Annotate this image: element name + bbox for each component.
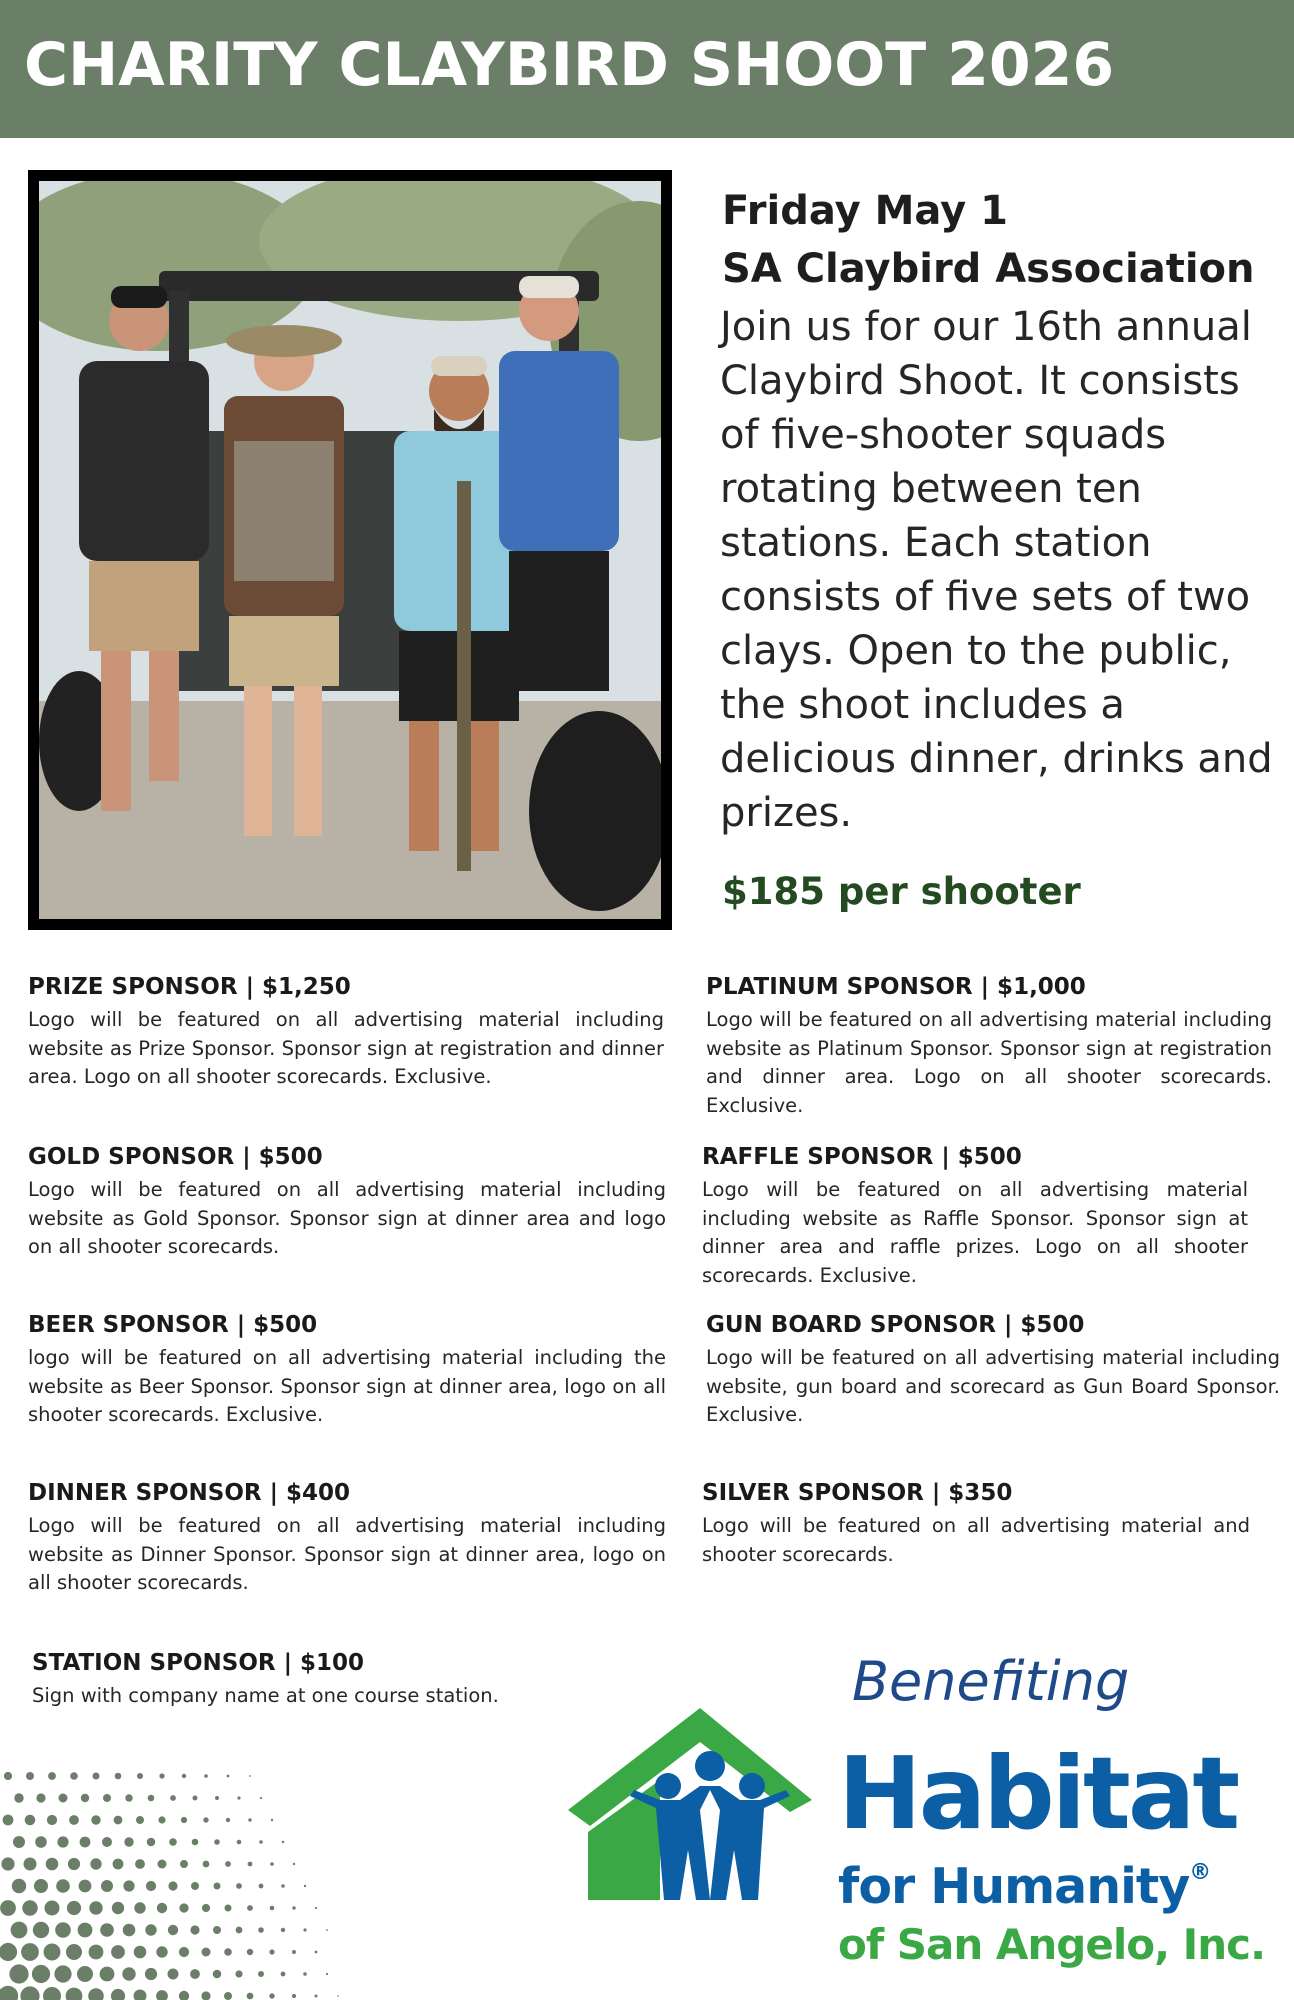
sponsor-prize bbox=[28, 974, 664, 1092]
halftone-dot bbox=[32, 1965, 50, 1983]
halftone-dot bbox=[134, 1946, 147, 1959]
halftone-dot bbox=[248, 1818, 251, 1821]
halftone-dot bbox=[168, 1969, 179, 1980]
halftone-dot bbox=[247, 1993, 254, 2000]
sponsor-description: Logo will be featured on all advertising material and shooter scorecards. bbox=[702, 1514, 1250, 1566]
halftone-dot bbox=[326, 1973, 328, 1975]
event-date: Friday May 1 bbox=[722, 188, 1008, 234]
halftone-dot bbox=[66, 1944, 82, 1960]
halftone-dot bbox=[259, 1884, 264, 1889]
halftone-dot bbox=[237, 1840, 242, 1845]
halftone-dot bbox=[192, 1839, 199, 1846]
halftone-dot bbox=[67, 1901, 81, 1915]
shooters-photo-illustration bbox=[39, 181, 661, 919]
halftone-dot bbox=[1, 1857, 14, 1870]
halftone-dot bbox=[203, 1817, 208, 1822]
halftone-dot bbox=[12, 1879, 26, 1893]
halftone-dot bbox=[213, 1970, 222, 1979]
halftone-dot bbox=[214, 1883, 221, 1890]
halftone-dot bbox=[68, 1858, 80, 1870]
halftone-dot bbox=[123, 1880, 134, 1891]
halftone-dot bbox=[114, 1816, 123, 1825]
sponsor-description: Logo will be featured on all advertising material including website as Platinum Sponsor. Sponsor sign at registration and dinner area. Logo on all shooter scorecards. Exclusive. bbox=[706, 1008, 1272, 1117]
header-banner bbox=[0, 0, 1294, 138]
halftone-dot bbox=[224, 1948, 232, 1956]
halftone-dot bbox=[315, 1995, 318, 1998]
habitat-house-logo bbox=[560, 1700, 820, 1910]
halftone-dot bbox=[3, 1815, 14, 1826]
halftone-dot bbox=[0, 1986, 18, 2000]
halftone-dot bbox=[282, 1841, 284, 1843]
halftone-dot bbox=[236, 1927, 243, 1934]
halftone-dot bbox=[201, 1991, 210, 2000]
halftone-dot bbox=[122, 1967, 135, 1980]
halftone-dot bbox=[179, 1947, 189, 1957]
halftone-dot bbox=[227, 1775, 230, 1778]
halftone-dot bbox=[134, 1902, 145, 1913]
halftone-dot bbox=[90, 1858, 101, 1869]
halftone-dot bbox=[281, 1884, 285, 1888]
halftone-dot bbox=[158, 1816, 165, 1823]
halftone-dot bbox=[77, 1966, 93, 1982]
halftone-dot bbox=[249, 1775, 251, 1777]
page-title: CHARITY CLAYBIRD SHOOT 2026 bbox=[24, 30, 1115, 100]
sponsor-silver bbox=[702, 1480, 1250, 1569]
sponsor-title: BEER SPONSOR | $500 bbox=[28, 1312, 318, 1338]
halftone-dot bbox=[100, 1967, 115, 1982]
halftone-dot bbox=[315, 1951, 318, 1954]
sponsor-title: RAFFLE SPONSOR | $500 bbox=[702, 1144, 1022, 1170]
halftone-dot bbox=[146, 1881, 156, 1891]
halftone-dot bbox=[89, 1901, 102, 1914]
halftone-dot bbox=[34, 1879, 48, 1893]
halftone-dot bbox=[93, 1773, 100, 1780]
halftone-dot bbox=[179, 1903, 188, 1912]
halftone-dot bbox=[190, 1925, 199, 1934]
halftone-dot bbox=[292, 1950, 296, 1954]
halftone-dot bbox=[11, 1922, 28, 1939]
halftone-dot bbox=[226, 1818, 230, 1822]
halftone-dot bbox=[79, 1880, 92, 1893]
halftone-dot bbox=[56, 1879, 70, 1893]
halftone-dot bbox=[55, 1922, 71, 1938]
event-details bbox=[720, 182, 1280, 913]
sponsor-gold bbox=[28, 1144, 666, 1262]
halftone-dot bbox=[292, 1994, 296, 1998]
halftone-dot bbox=[168, 1881, 177, 1890]
halftone-dot bbox=[247, 1905, 253, 1911]
halftone-dot bbox=[260, 1797, 262, 1799]
halftone-dot bbox=[88, 1988, 104, 2000]
halftone-dot bbox=[179, 1991, 189, 2000]
sponsor-description: Logo will be featured on all advertising material including website as Dinner Sponsor. Sponsor sign at dinner area, logo on all shooter scorecards. bbox=[28, 1514, 666, 1594]
halftone-dot bbox=[13, 1836, 25, 1848]
halftone-dot bbox=[89, 1945, 104, 1960]
halftone-dot bbox=[258, 1971, 264, 1977]
halftone-dot bbox=[9, 1964, 28, 1983]
sponsor-title: GUN BOARD SPONSOR | $500 bbox=[706, 1312, 1085, 1338]
halftone-dot bbox=[190, 1969, 200, 1979]
sponsor-platinum bbox=[706, 974, 1272, 1120]
halftone-dot bbox=[191, 1882, 199, 1890]
halftone-dot bbox=[47, 1815, 57, 1825]
halftone-dot bbox=[193, 1796, 198, 1801]
halftone-dot bbox=[180, 1860, 188, 1868]
halftone-dot bbox=[136, 1816, 144, 1824]
halftone-dot bbox=[137, 1773, 143, 1779]
sponsor-description: Logo will be featured on all advertising material including website as Prize Sponsor. Sponsor sign at registration and dinner area. Logo on all shooter scorecards. Exclusive. bbox=[28, 1008, 664, 1088]
halftone-dot bbox=[102, 1837, 112, 1847]
sponsor-description: Logo will be featured on all advertising material including website, gun board and scorecard as Gun Board Sponsor. Exclusive. bbox=[706, 1346, 1280, 1426]
halftone-dot bbox=[66, 1988, 83, 2000]
halftone-dot bbox=[125, 1794, 132, 1801]
halftone-dot bbox=[326, 1929, 328, 1931]
halftone-dot bbox=[33, 1922, 49, 1938]
halftone-dot bbox=[269, 1993, 274, 1998]
sponsor-gun-board bbox=[706, 1312, 1280, 1430]
halftone-dot bbox=[14, 1793, 23, 1802]
sponsor-title: GOLD SPONSOR | $500 bbox=[28, 1144, 323, 1170]
halftone-dot bbox=[22, 1900, 37, 1915]
registered-mark: ® bbox=[1189, 1860, 1211, 1885]
halftone-dot bbox=[156, 1990, 168, 2000]
halftone-dot bbox=[225, 1905, 232, 1912]
halftone-dot bbox=[269, 1949, 274, 1954]
halftone-dot bbox=[44, 1944, 61, 1961]
halftone-dot bbox=[48, 1772, 56, 1780]
halftone-dot bbox=[4, 1772, 12, 1780]
halftone-dot bbox=[0, 1900, 16, 1916]
halftone-dot bbox=[135, 1859, 145, 1869]
halftone-dot bbox=[115, 1773, 122, 1780]
halftone-dot bbox=[101, 1880, 113, 1892]
halftone-dot bbox=[236, 1883, 242, 1889]
halftone-dots-decoration bbox=[0, 1770, 400, 2000]
halftone-dot bbox=[100, 1923, 114, 1937]
benefiting-label: Benefiting bbox=[852, 1650, 1130, 1713]
halftone-dot bbox=[36, 1793, 45, 1802]
halftone-dot bbox=[159, 1773, 164, 1778]
sponsor-beer bbox=[28, 1312, 666, 1430]
halftone-dot bbox=[148, 1795, 155, 1802]
halftone-dot bbox=[69, 1815, 79, 1825]
halftone-dot bbox=[111, 1945, 125, 1959]
halftone-dot bbox=[235, 1970, 242, 1977]
halftone-dot bbox=[145, 1968, 157, 1980]
halftone-dot bbox=[46, 1858, 59, 1871]
halftone-dot bbox=[35, 1836, 47, 1848]
halftone-dot bbox=[70, 1772, 78, 1780]
habitat-name: Habitat bbox=[838, 1735, 1238, 1852]
habitat-subname bbox=[838, 1844, 1265, 1916]
halftone-dot bbox=[145, 1924, 156, 1935]
halftone-dot bbox=[270, 1906, 275, 1911]
halftone-dot bbox=[248, 1862, 253, 1867]
halftone-dot bbox=[103, 1794, 111, 1802]
sponsor-description: Logo will be featured on all advertising material including website as Raffle Sponsor. Sponsor sign at dinner area and raffle prizes. Logo on all shooter scorecards. Exclusive. bbox=[702, 1178, 1248, 1287]
halftone-dot bbox=[281, 1928, 285, 1932]
halftone-dot bbox=[213, 1926, 221, 1934]
event-description: Join us for our 16th annual Claybird Shoot. It consists of five-shooter squads rotating between ten stations. Each station consists of five sets of two clays. Open to the public, the shoot includes a delicious dinner, drinks and prizes. bbox=[720, 304, 1273, 836]
halftone-dot bbox=[170, 1795, 176, 1801]
halftone-dot bbox=[123, 1924, 136, 1937]
halftone-dot bbox=[134, 1990, 147, 2000]
halftone-dot bbox=[169, 1838, 177, 1846]
halftone-dot bbox=[57, 1836, 68, 1847]
halftone-dot bbox=[237, 1796, 240, 1799]
halftone-dot bbox=[168, 1925, 178, 1935]
halftone-dot bbox=[43, 1987, 61, 2000]
halftone-dot bbox=[258, 1927, 264, 1933]
halftone-dot bbox=[225, 1861, 231, 1867]
habitat-subname-text: for Humanity bbox=[838, 1858, 1190, 1915]
halftone-dot bbox=[293, 1863, 295, 1865]
halftone-dot bbox=[271, 1819, 273, 1821]
halftone-dot bbox=[304, 1885, 306, 1887]
sponsor-description: Sign with company name at one course station. bbox=[32, 1684, 499, 1707]
halftone-dot bbox=[111, 1989, 125, 2000]
halftone-dot bbox=[80, 1837, 91, 1848]
sponsor-dinner bbox=[28, 1480, 666, 1598]
halftone-dot bbox=[54, 1965, 71, 1982]
sponsor-title: PRIZE SPONSOR | $1,250 bbox=[28, 974, 351, 1000]
halftone-dot bbox=[59, 1794, 68, 1803]
halftone-dot bbox=[156, 1946, 167, 1957]
event-venue: SA Claybird Association bbox=[722, 246, 1255, 292]
halftone-dot bbox=[270, 1862, 274, 1866]
halftone-dot bbox=[203, 1861, 210, 1868]
halftone-dot bbox=[281, 1972, 286, 1977]
halftone-dot bbox=[78, 1923, 93, 1938]
halftone-dot bbox=[25, 1815, 36, 1826]
sponsor-station bbox=[32, 1650, 592, 1711]
halftone-dot bbox=[81, 1794, 89, 1802]
halftone-dot bbox=[202, 1948, 211, 1957]
sponsor-description: Logo will be featured on all advertising material including website as Gold Sponsor. Sponsor sign at dinner area and logo on all shooter scorecards. bbox=[28, 1178, 666, 1258]
habitat-location: of San Angelo, Inc. bbox=[838, 1920, 1266, 1969]
halftone-dot bbox=[224, 1992, 232, 2000]
sponsor-title: STATION SPONSOR | $100 bbox=[32, 1650, 365, 1676]
habitat-wordmark bbox=[838, 1735, 1266, 1974]
sponsor-raffle bbox=[702, 1144, 1248, 1290]
halftone-dot bbox=[45, 1901, 60, 1916]
halftone-dot bbox=[113, 1859, 124, 1870]
event-photo-frame bbox=[28, 170, 672, 930]
halftone-dot bbox=[182, 1774, 186, 1778]
halftone-dot bbox=[214, 1839, 220, 1845]
halftone-dot bbox=[157, 1903, 167, 1913]
halftone-dot bbox=[26, 1772, 34, 1780]
halftone-dot bbox=[315, 1907, 317, 1909]
halftone-dot bbox=[20, 1986, 39, 2000]
halftone-dot bbox=[124, 1837, 133, 1846]
event-price: $185 per shooter bbox=[722, 870, 1081, 913]
halftone-dot bbox=[158, 1860, 167, 1869]
halftone-dot bbox=[247, 1949, 253, 1955]
sponsor-title: DINNER SPONSOR | $400 bbox=[28, 1480, 351, 1506]
halftone-dot bbox=[215, 1796, 219, 1800]
event-photo bbox=[39, 181, 661, 919]
halftone-dot bbox=[181, 1817, 187, 1823]
halftone-dot bbox=[202, 1904, 210, 1912]
sponsor-description: logo will be featured on all advertising material including the website as Beer Sponsor. Sponsor sign at dinner area, logo on all shooter scorecards. Exclusive. bbox=[28, 1346, 666, 1426]
halftone-dot bbox=[303, 1928, 306, 1931]
halftone-dot bbox=[112, 1902, 124, 1914]
halftone-dot bbox=[91, 1815, 100, 1824]
halftone-dot bbox=[337, 1995, 339, 1997]
halftone-dot bbox=[259, 1840, 263, 1844]
sponsor-title: SILVER SPONSOR | $350 bbox=[702, 1480, 1013, 1506]
halftone-dot bbox=[24, 1858, 37, 1871]
halftone-dot bbox=[303, 1972, 307, 1976]
halftone-dot bbox=[204, 1774, 208, 1778]
halftone-dot bbox=[147, 1838, 156, 1847]
halftone-dot bbox=[21, 1943, 39, 1961]
halftone-dot bbox=[292, 1906, 295, 1909]
halftone-dot bbox=[0, 1943, 17, 1961]
sponsor-title: PLATINUM SPONSOR | $1,000 bbox=[706, 974, 1086, 1000]
